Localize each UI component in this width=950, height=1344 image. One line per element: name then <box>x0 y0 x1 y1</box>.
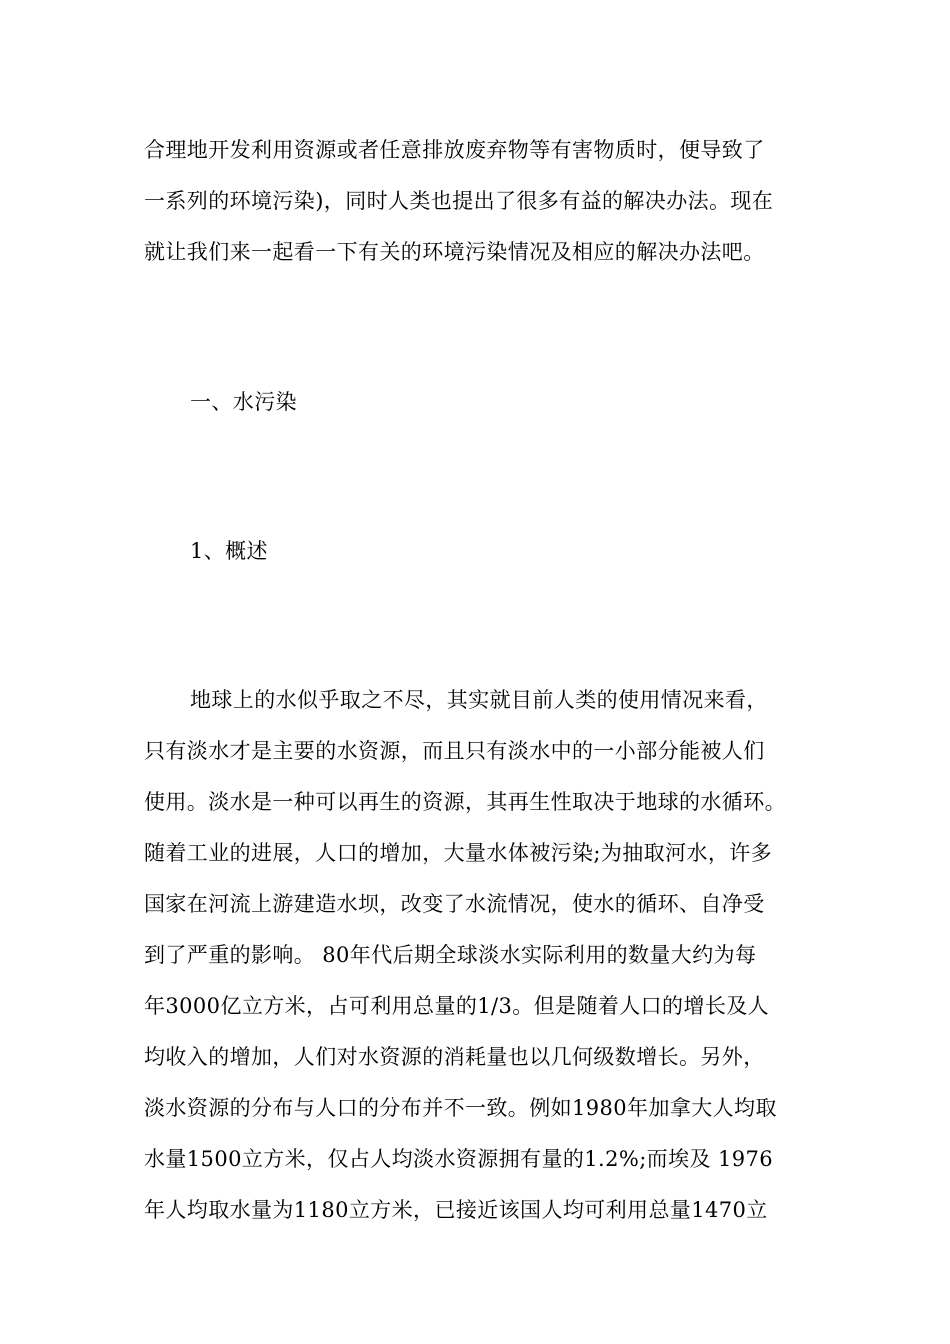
body-line: 水量1500立方米，仅占人均淡水资源拥有量的1.2%;而埃及 1976 <box>144 1147 773 1171</box>
section-heading: 一、水污染 <box>190 390 297 414</box>
intro-line: 就让我们来一起看一下有关的环境污染情况及相应的解决办法吧。 <box>144 240 765 264</box>
subsection-heading: 1、概述 <box>190 539 268 563</box>
body-line: 只有淡水才是主要的水资源，而且只有淡水中的一小部分能被人们 <box>144 739 765 763</box>
body-line: 使用。淡水是一种可以再生的资源，其再生性取决于地球的水循环。 <box>144 790 786 814</box>
body-line: 到了严重的影响。 80年代后期全球淡水实际利用的数量大约为每 <box>144 943 757 967</box>
body-line: 国家在河流上游建造水坝，改变了水流情况，使水的循环、自净受 <box>144 892 765 916</box>
body-line: 随着工业的进展，人口的增加，大量水体被污染;为抽取河水，许多 <box>144 841 773 865</box>
intro-line: 合理地开发利用资源或者任意排放废弃物等有害物质时，便导致了 <box>144 138 765 162</box>
body-line: 淡水资源的分布与人口的分布并不一致。例如1980年加拿大人均取 <box>144 1096 777 1120</box>
body-line: 年3000亿立方米，占可利用总量的1/3。但是随着人口的增长及人 <box>144 994 770 1018</box>
body-line: 均收入的增加，人们对水资源的消耗量也以几何级数增长。另外， <box>144 1045 765 1069</box>
body-line: 地球上的水似乎取之不尽，其实就目前人类的使用情况来看， <box>190 688 768 712</box>
body-line: 年人均取水量为1180立方米，已接近该国人均可利用总量1470立 <box>144 1198 768 1222</box>
intro-line: 一系列的环境污染)，同时人类也提出了很多有益的解决办法。现在 <box>144 189 774 213</box>
